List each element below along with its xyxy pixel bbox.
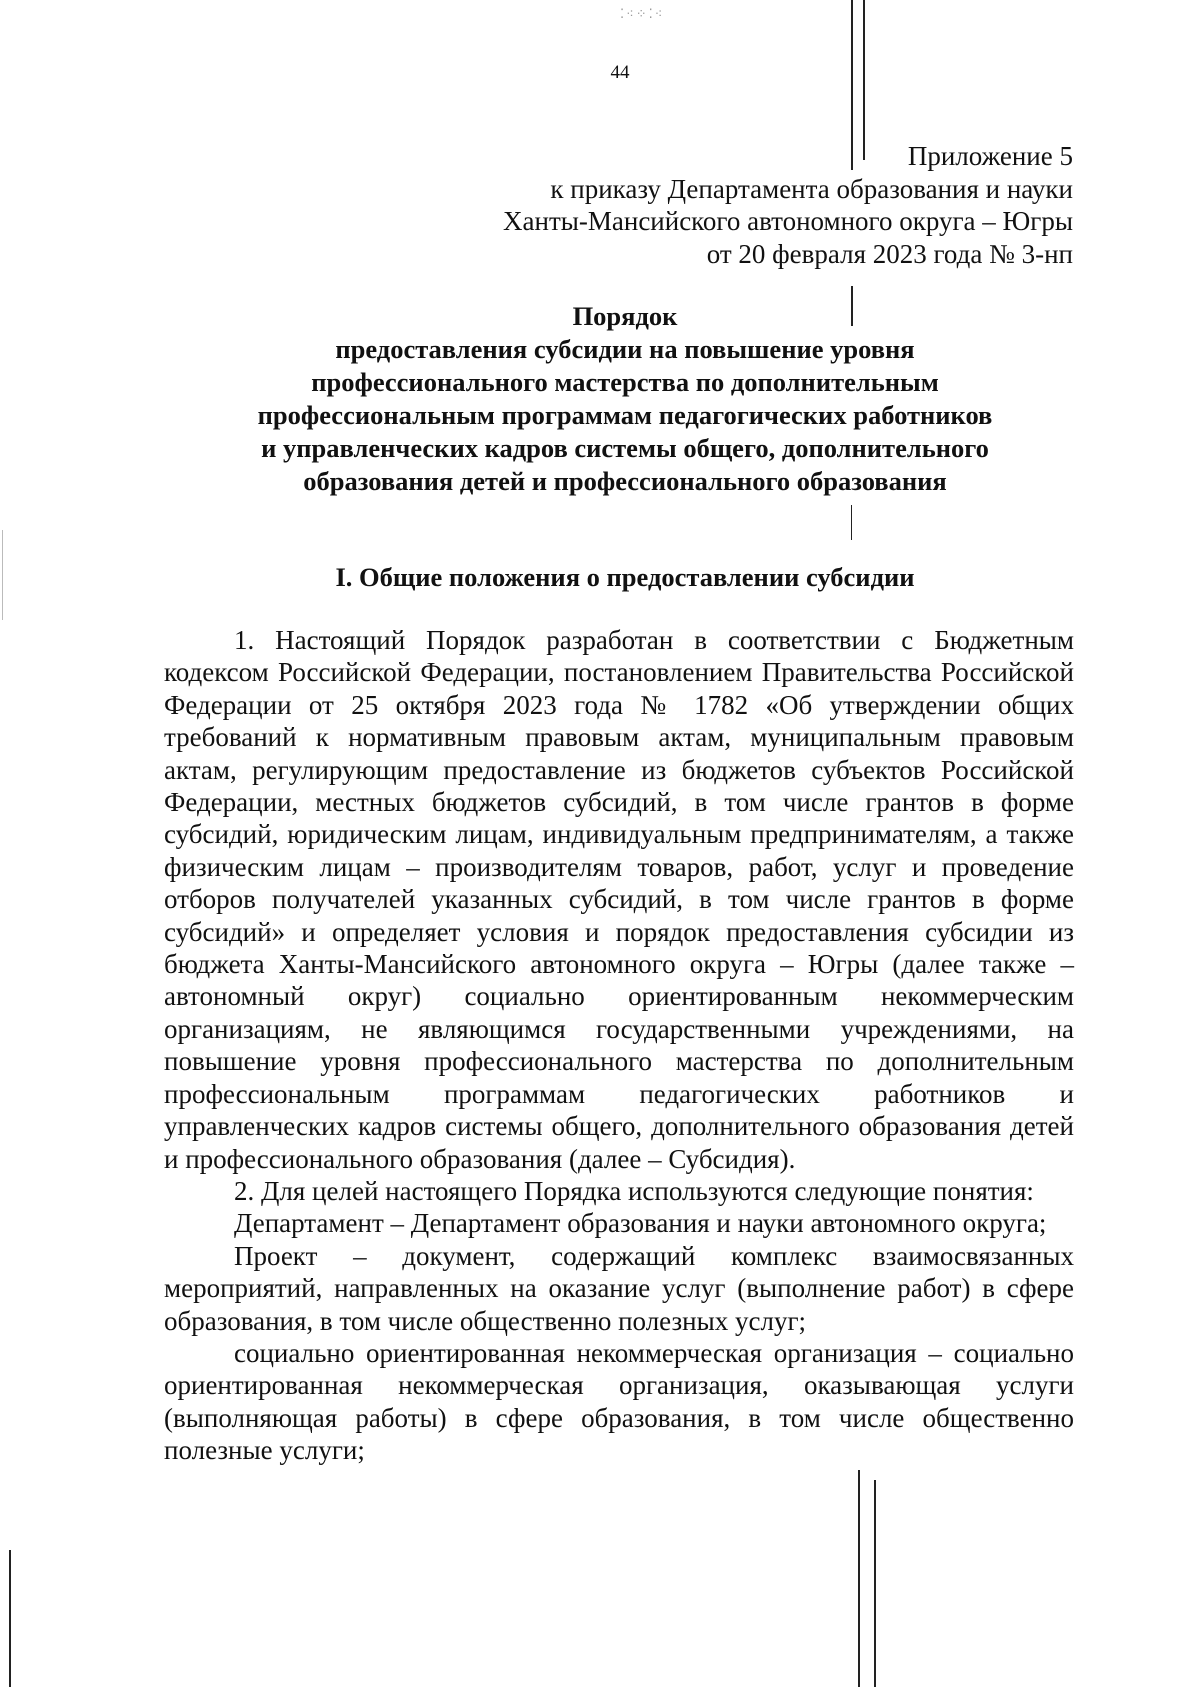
paragraph: 1. Настоящий Порядок разработан в соответствии с Бюджетным кодексом Российской Федерации, постановлением Правительства Российской Федерации от 25 октября 2023 года № 1782 «Об утверждении общих требований к нормативным правовым актам, муниципальным правовым актам, регулирующим предоставление из бюджетов субъектов Российской Федерации, местных бюджетов субсидий, в том числе грантов в форме субсидий, юридическим лицам, индивидуальным предпринимателям, а также физическим лицам – производителям товаров, работ, услуг и проведение отборов получателей указанных субсидий, в том числе грантов в форме субсидий» и определяет условия и порядок предоставления субсидии из бюджета Ханты-Мансийского автономного округа – Югры (далее также – автономный округ) социально ориентированным некоммерческим организациям, не являющимся государственными учреждениями, на повышение уровня профессионального мастерства по дополнительным профессиональным программам педагогических работников и управленческих кадров системы общего, дополнительного образования детей и профессионального образования (далее – Субсидия). (164, 625, 1074, 1174)
appendix-header (503, 140, 1073, 270)
title-line: профессиональным программам педагогических работников (257, 400, 993, 430)
paragraph: Департамент – Департамент образования и науки автономного округа; (234, 1208, 1047, 1239)
appendix-line: к приказу Департамента образования и науки (550, 173, 1073, 204)
paragraph: Проект – документ, содержащий комплекс взаимосвязанных мероприятий, направленных на оказание услуг (выполнение работ) в сфере образования, в том числе общественно полезных услуг; (164, 1240, 1074, 1336)
scan-line (874, 1480, 876, 1687)
appendix-line: Приложение 5 (907, 141, 1073, 171)
scan-line (851, 505, 852, 540)
title-line: образования детей и профессионального образования (303, 466, 947, 496)
scan-line (9, 1550, 11, 1687)
title-line: предоставления субсидии на повышение уровня (335, 334, 915, 364)
title-line: Порядок (572, 301, 678, 331)
paragraph: 2. Для целей настоящего Порядка используются следующие понятия: (234, 1175, 1034, 1206)
scan-line (2, 530, 3, 620)
page-number: 44 (610, 62, 630, 83)
body-text (164, 624, 1074, 1467)
title-line: и управленческих кадров системы общего, дополнительного (261, 433, 989, 463)
scan-line (858, 1470, 860, 1687)
title-line: профессионального мастерства по дополнительным (311, 367, 939, 397)
appendix-line: от 20 февраля 2023 года № 3-нп (706, 238, 1073, 269)
document-title (160, 300, 1090, 498)
scan-speck: ⁚⁖⁘⁚⁖ (620, 6, 665, 21)
paragraph: социально ориентированная некоммерческая организация – социально ориентированная некоммерческая организация, оказывающая услуги (выполняющая работы) в сфере образования, в том числе общественно полезные услуги; (164, 1337, 1074, 1466)
appendix-line: Ханты-Мансийского автономного округа – Югры (503, 206, 1073, 236)
section-heading: I. Общие положения о предоставлении субсидии (335, 562, 915, 592)
